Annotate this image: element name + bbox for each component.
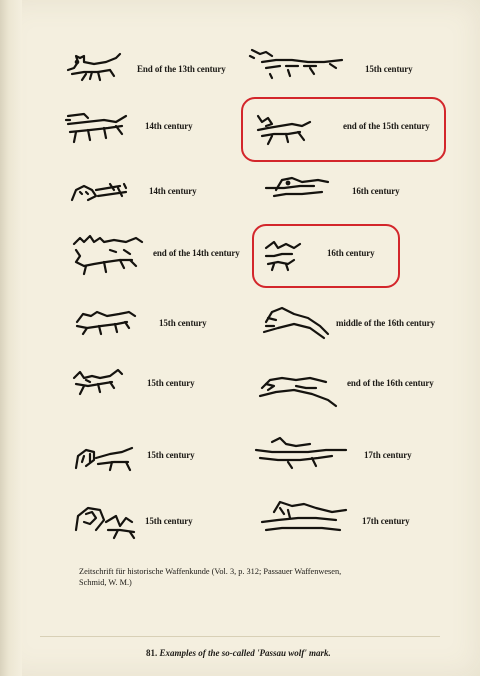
mark-caption: 15th century bbox=[145, 516, 193, 526]
source-line: Zeitschrift für historische Waffenkunde (Vol. 3, p. 312; Passauer Waffenwesen, bbox=[79, 567, 342, 576]
wolf-mark-icon bbox=[260, 236, 306, 274]
wolf-mark-icon bbox=[70, 500, 140, 540]
mark-caption: 16th century bbox=[327, 248, 375, 258]
mark-caption: 15th century bbox=[365, 64, 413, 74]
mark-caption: 14th century bbox=[145, 121, 193, 131]
mark-caption: 15th century bbox=[159, 318, 207, 328]
mark-caption: end of the 15th century bbox=[343, 121, 430, 131]
wolf-mark-icon bbox=[258, 498, 354, 538]
wolf-mark-icon bbox=[70, 440, 136, 474]
figure-caption bbox=[146, 648, 331, 658]
mark-caption: 15th century bbox=[147, 378, 195, 388]
wolf-mark-icon bbox=[73, 306, 137, 336]
wolf-mark-icon bbox=[70, 232, 150, 276]
wolf-mark-icon bbox=[246, 44, 346, 80]
mark-caption: end of the 14th century bbox=[153, 248, 240, 258]
wolf-mark-icon bbox=[64, 110, 136, 148]
mark-caption: 17th century bbox=[362, 516, 410, 526]
mark-caption: 17th century bbox=[364, 450, 412, 460]
mark-caption: 16th century bbox=[352, 186, 400, 196]
wolf-mark-icon bbox=[252, 110, 316, 146]
wolf-mark-icon bbox=[258, 304, 332, 344]
wolf-mark-icon bbox=[262, 174, 332, 202]
wolf-mark-icon bbox=[70, 366, 126, 396]
source-line: Schmid, W. M.) bbox=[79, 578, 132, 587]
wolf-mark-icon bbox=[256, 370, 340, 410]
mark-caption: end of the 16th century bbox=[347, 378, 434, 388]
figure-caption-text: Examples of the so-called 'Passau wolf' mark. bbox=[159, 648, 331, 658]
mark-caption: 15th century bbox=[147, 450, 195, 460]
divider bbox=[40, 636, 440, 637]
page-spine-shadow bbox=[0, 0, 22, 676]
mark-caption: middle of the 16th century bbox=[336, 318, 435, 328]
wolf-mark-icon bbox=[64, 48, 134, 82]
figure-number: 81. bbox=[146, 648, 158, 658]
wolf-mark-icon bbox=[68, 176, 130, 206]
mark-caption: End of the 13th century bbox=[137, 64, 226, 74]
wolf-mark-icon bbox=[252, 434, 350, 470]
mark-caption: 14th century bbox=[149, 186, 197, 196]
source-citation bbox=[79, 566, 399, 588]
